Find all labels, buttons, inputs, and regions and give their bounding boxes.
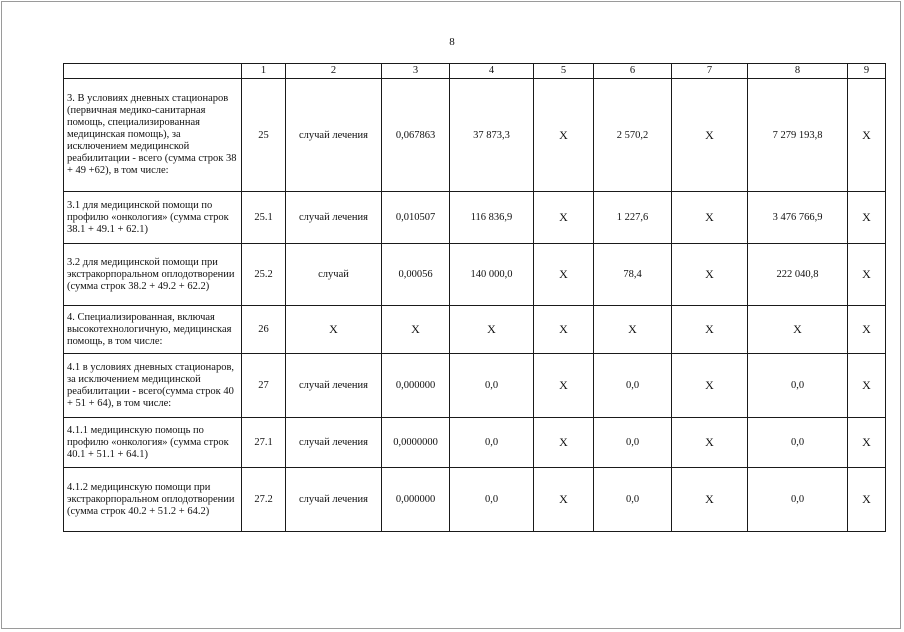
row-number: 26	[242, 306, 286, 354]
row-number: 27.1	[242, 418, 286, 468]
unit-cell: X	[286, 306, 382, 354]
unit-cell: случай лечения	[286, 468, 382, 532]
table-row	[64, 468, 886, 532]
col-header: 8	[748, 64, 848, 79]
value-cell: 0,0	[450, 354, 534, 418]
col-header	[64, 64, 242, 79]
value-cell: 0,0	[594, 418, 672, 468]
table-row	[64, 306, 886, 354]
unit-cell: случай лечения	[286, 418, 382, 468]
col-header: 5	[534, 64, 594, 79]
row-name: 4.1 в условиях дневных стационаров, за исключением медицинской реабилитации - всего(сумма строк 40 + 51 + 64), в том числе:	[64, 354, 242, 418]
value-cell: X	[672, 354, 748, 418]
value-cell: 37 873,3	[450, 79, 534, 192]
col-header: 7	[672, 64, 748, 79]
col-header: 4	[450, 64, 534, 79]
value-cell: 2 570,2	[594, 79, 672, 192]
unit-cell: случай лечения	[286, 79, 382, 192]
row-name: 4.1.1 медицинскую помощь по профилю «онкология» (сумма строк 40.1 + 51.1 + 64.1)	[64, 418, 242, 468]
table-row	[64, 79, 886, 192]
value-cell: X	[594, 306, 672, 354]
value-cell: X	[672, 418, 748, 468]
value-cell: 0,0000000	[382, 418, 450, 468]
table-row	[64, 192, 886, 244]
value-cell: X	[534, 354, 594, 418]
value-cell: X	[848, 354, 886, 418]
value-cell: 0,0	[594, 354, 672, 418]
value-cell: 116 836,9	[450, 192, 534, 244]
value-cell: X	[672, 244, 748, 306]
value-cell: 0,000000	[382, 354, 450, 418]
row-name: 4.1.2 медицинскую помощи при экстракорпоральном оплодотворении (сумма строк 40.2 + 51.2 + 64.2)	[64, 468, 242, 532]
value-cell: 0,067863	[382, 79, 450, 192]
row-name: 3.2 для медицинской помощи при экстракорпоральном оплодотворении (сумма строк 38.2 + 49.2 + 62.2)	[64, 244, 242, 306]
value-cell: X	[672, 306, 748, 354]
col-header: 9	[848, 64, 886, 79]
col-header: 6	[594, 64, 672, 79]
row-number: 27	[242, 354, 286, 418]
value-cell: X	[534, 79, 594, 192]
value-cell: X	[382, 306, 450, 354]
unit-cell: случай лечения	[286, 192, 382, 244]
col-header: 2	[286, 64, 382, 79]
table-row	[64, 244, 886, 306]
value-cell: X	[534, 244, 594, 306]
value-cell: 0,0	[450, 418, 534, 468]
value-cell: X	[672, 468, 748, 532]
unit-cell: случай лечения	[286, 354, 382, 418]
value-cell: X	[672, 79, 748, 192]
row-name: 3. В условиях дневных стационаров (первичная медико-санитарная помощь, специализированная медицинская помощь), за исключением медицинской реабилитации - всего (сумма строк 38 + 49 +62), в том числе:	[64, 79, 242, 192]
value-cell: X	[534, 192, 594, 244]
value-cell: X	[848, 468, 886, 532]
value-cell: X	[848, 192, 886, 244]
page-number: 8	[449, 36, 455, 48]
col-header: 1	[242, 64, 286, 79]
value-cell: 0,0	[748, 354, 848, 418]
value-cell: 222 040,8	[748, 244, 848, 306]
value-cell: 0,010507	[382, 192, 450, 244]
value-cell: X	[534, 468, 594, 532]
row-name: 3.1 для медицинской помощи по профилю «онкология» (сумма строк 38.1 + 49.1 + 62.1)	[64, 192, 242, 244]
header-row	[64, 64, 886, 79]
col-header: 3	[382, 64, 450, 79]
value-cell: X	[848, 244, 886, 306]
value-cell: 1 227,6	[594, 192, 672, 244]
value-cell: 140 000,0	[450, 244, 534, 306]
data-table	[63, 63, 886, 532]
value-cell: X	[672, 192, 748, 244]
value-cell: 0,0	[594, 468, 672, 532]
value-cell: 0,0	[450, 468, 534, 532]
value-cell: 0,000000	[382, 468, 450, 532]
row-number: 25	[242, 79, 286, 192]
value-cell: 78,4	[594, 244, 672, 306]
value-cell: 0,0	[748, 418, 848, 468]
unit-cell: случай	[286, 244, 382, 306]
value-cell: X	[534, 418, 594, 468]
table-row	[64, 418, 886, 468]
table-row	[64, 354, 886, 418]
value-cell: X	[534, 306, 594, 354]
value-cell: 7 279 193,8	[748, 79, 848, 192]
row-number: 25.1	[242, 192, 286, 244]
value-cell: X	[848, 79, 886, 192]
value-cell: X	[848, 306, 886, 354]
value-cell: X	[848, 418, 886, 468]
value-cell: 0,00056	[382, 244, 450, 306]
row-number: 25.2	[242, 244, 286, 306]
value-cell: 0,0	[748, 468, 848, 532]
value-cell: X	[450, 306, 534, 354]
value-cell: X	[748, 306, 848, 354]
row-name: 4. Специализированная, включая высокотехнологичную, медицинская помощь, в том числе:	[64, 306, 242, 354]
row-number: 27.2	[242, 468, 286, 532]
value-cell: 3 476 766,9	[748, 192, 848, 244]
